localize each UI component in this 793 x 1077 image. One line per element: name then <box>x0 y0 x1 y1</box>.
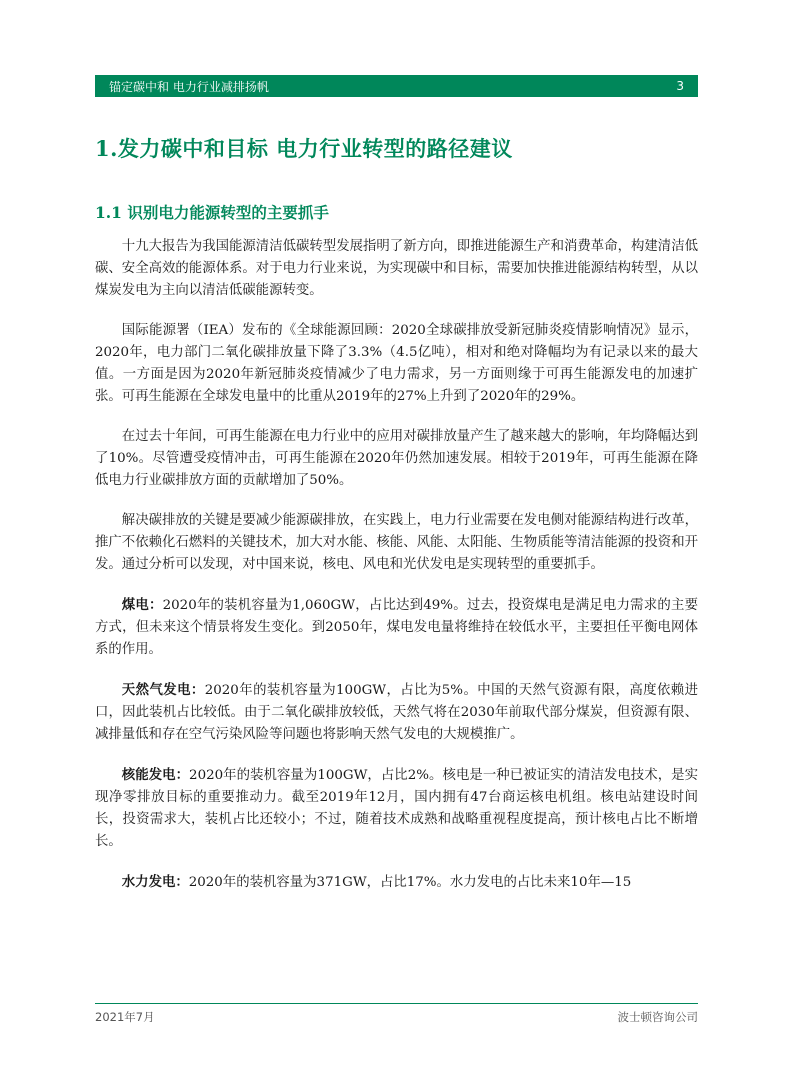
item-text: 2020年的装机容量为100GW，占比2%。核电是一种已被证实的清洁发电技术，是实现净零排放目标的重要推动力。截至2019年12月，国内拥有47台商运核电机组。核电站建设时间长，投资需求大，装机占比还较小；不过，随着技术成熟和战略重视程度提高，预计核电占比不断增长。 <box>95 768 698 849</box>
page-number: 3 <box>676 79 684 93</box>
item-lead: 煤电： <box>121 597 163 613</box>
running-header <box>95 75 698 97</box>
footer-date: 2021年7月 <box>95 1010 155 1024</box>
item-lead: 天然气发电： <box>121 682 205 698</box>
footer-divider <box>95 1003 698 1004</box>
paragraph: 国际能源署（IEA）发布的《全球能源回顾：2020全球碳排放受新冠肺炎疫情影响情况》显示，2020年，电力部门二氧化碳排放量下降了3.3%（4.5亿吨），相对和绝对降幅均为有记录以来的最大值。一方面是因为2020年新冠肺炎疫情减少了电力需求，另一方面则缘于可再生能源发电的加速扩张。可再生能源在全球发电量中的比重从2019年的27%上升到了2020年的29%。 <box>95 323 698 404</box>
item-nuclear <box>95 764 698 853</box>
item-text: 2020年的装机容量为1,060GW，占比达到49%。过去，投资煤电是满足电力需求的主要方式，但未来这个情景将发生变化。到2050年，煤电发电量将维持在较低水平，主要担任平衡电网体系的作用。 <box>95 598 699 657</box>
item-hydro <box>95 871 698 894</box>
item-lead: 核能发电： <box>121 767 190 783</box>
paragraph: 解决碳排放的关键是要减少能源碳排放，在实践上，电力行业需要在发电侧对能源结构进行改革，推广不依赖化石燃料的关键技术，加大对水能、核能、风能、太阳能、生物质能等清洁能源的投资和开发。通过分析可以发现，对中国来说，核电、风电和光伏发电是实现转型的重要抓手。 <box>95 513 698 572</box>
paragraph: 在过去十年间，可再生能源在电力行业中的应用对碳排放量产生了越来越大的影响，年均降幅达到了10%。尽管遭受疫情冲击，可再生能源在2020年仍然加速发展。相较于2019年，可再生能源在降低电力行业碳排放方面的贡献增加了50%。 <box>95 429 698 488</box>
header-title: 锚定碳中和 电力行业减排扬帆 <box>109 79 269 94</box>
item-coal <box>95 594 698 661</box>
paragraph: 十九大报告为我国能源清洁低碳转型发展指明了新方向，即推进能源生产和消费革命，构建清洁低碳、安全高效的能源体系。对于电力行业来说，为实现碳中和目标，需要加快推进能源结构转型，从以煤炭发电为主向以清洁低碳能源转变。 <box>95 239 698 298</box>
subsection-heading: 1.1 识别电力能源转型的主要抓手 <box>95 203 329 222</box>
body-text <box>95 236 698 912</box>
section-heading: 1.发力碳中和目标 电力行业转型的路径建议 <box>95 136 513 161</box>
item-gas <box>95 679 698 746</box>
footer-org: 波士顿咨询公司 <box>617 1010 698 1024</box>
item-lead: 水力发电： <box>121 874 189 890</box>
item-text: 2020年的装机容量为371GW，占比17%。水力发电的占比未来10年—15 <box>188 875 632 890</box>
item-text: 2020年的装机容量为100GW，占比为5%。中国的天然气资源有限，高度依赖进口，因此装机占比较低。由于二氧化碳排放较低，天然气将在2030年前取代部分煤炭，但资源有限、减排量低和存在空气污染风险等问题也将影响天然气发电的大规模推广。 <box>95 683 699 742</box>
